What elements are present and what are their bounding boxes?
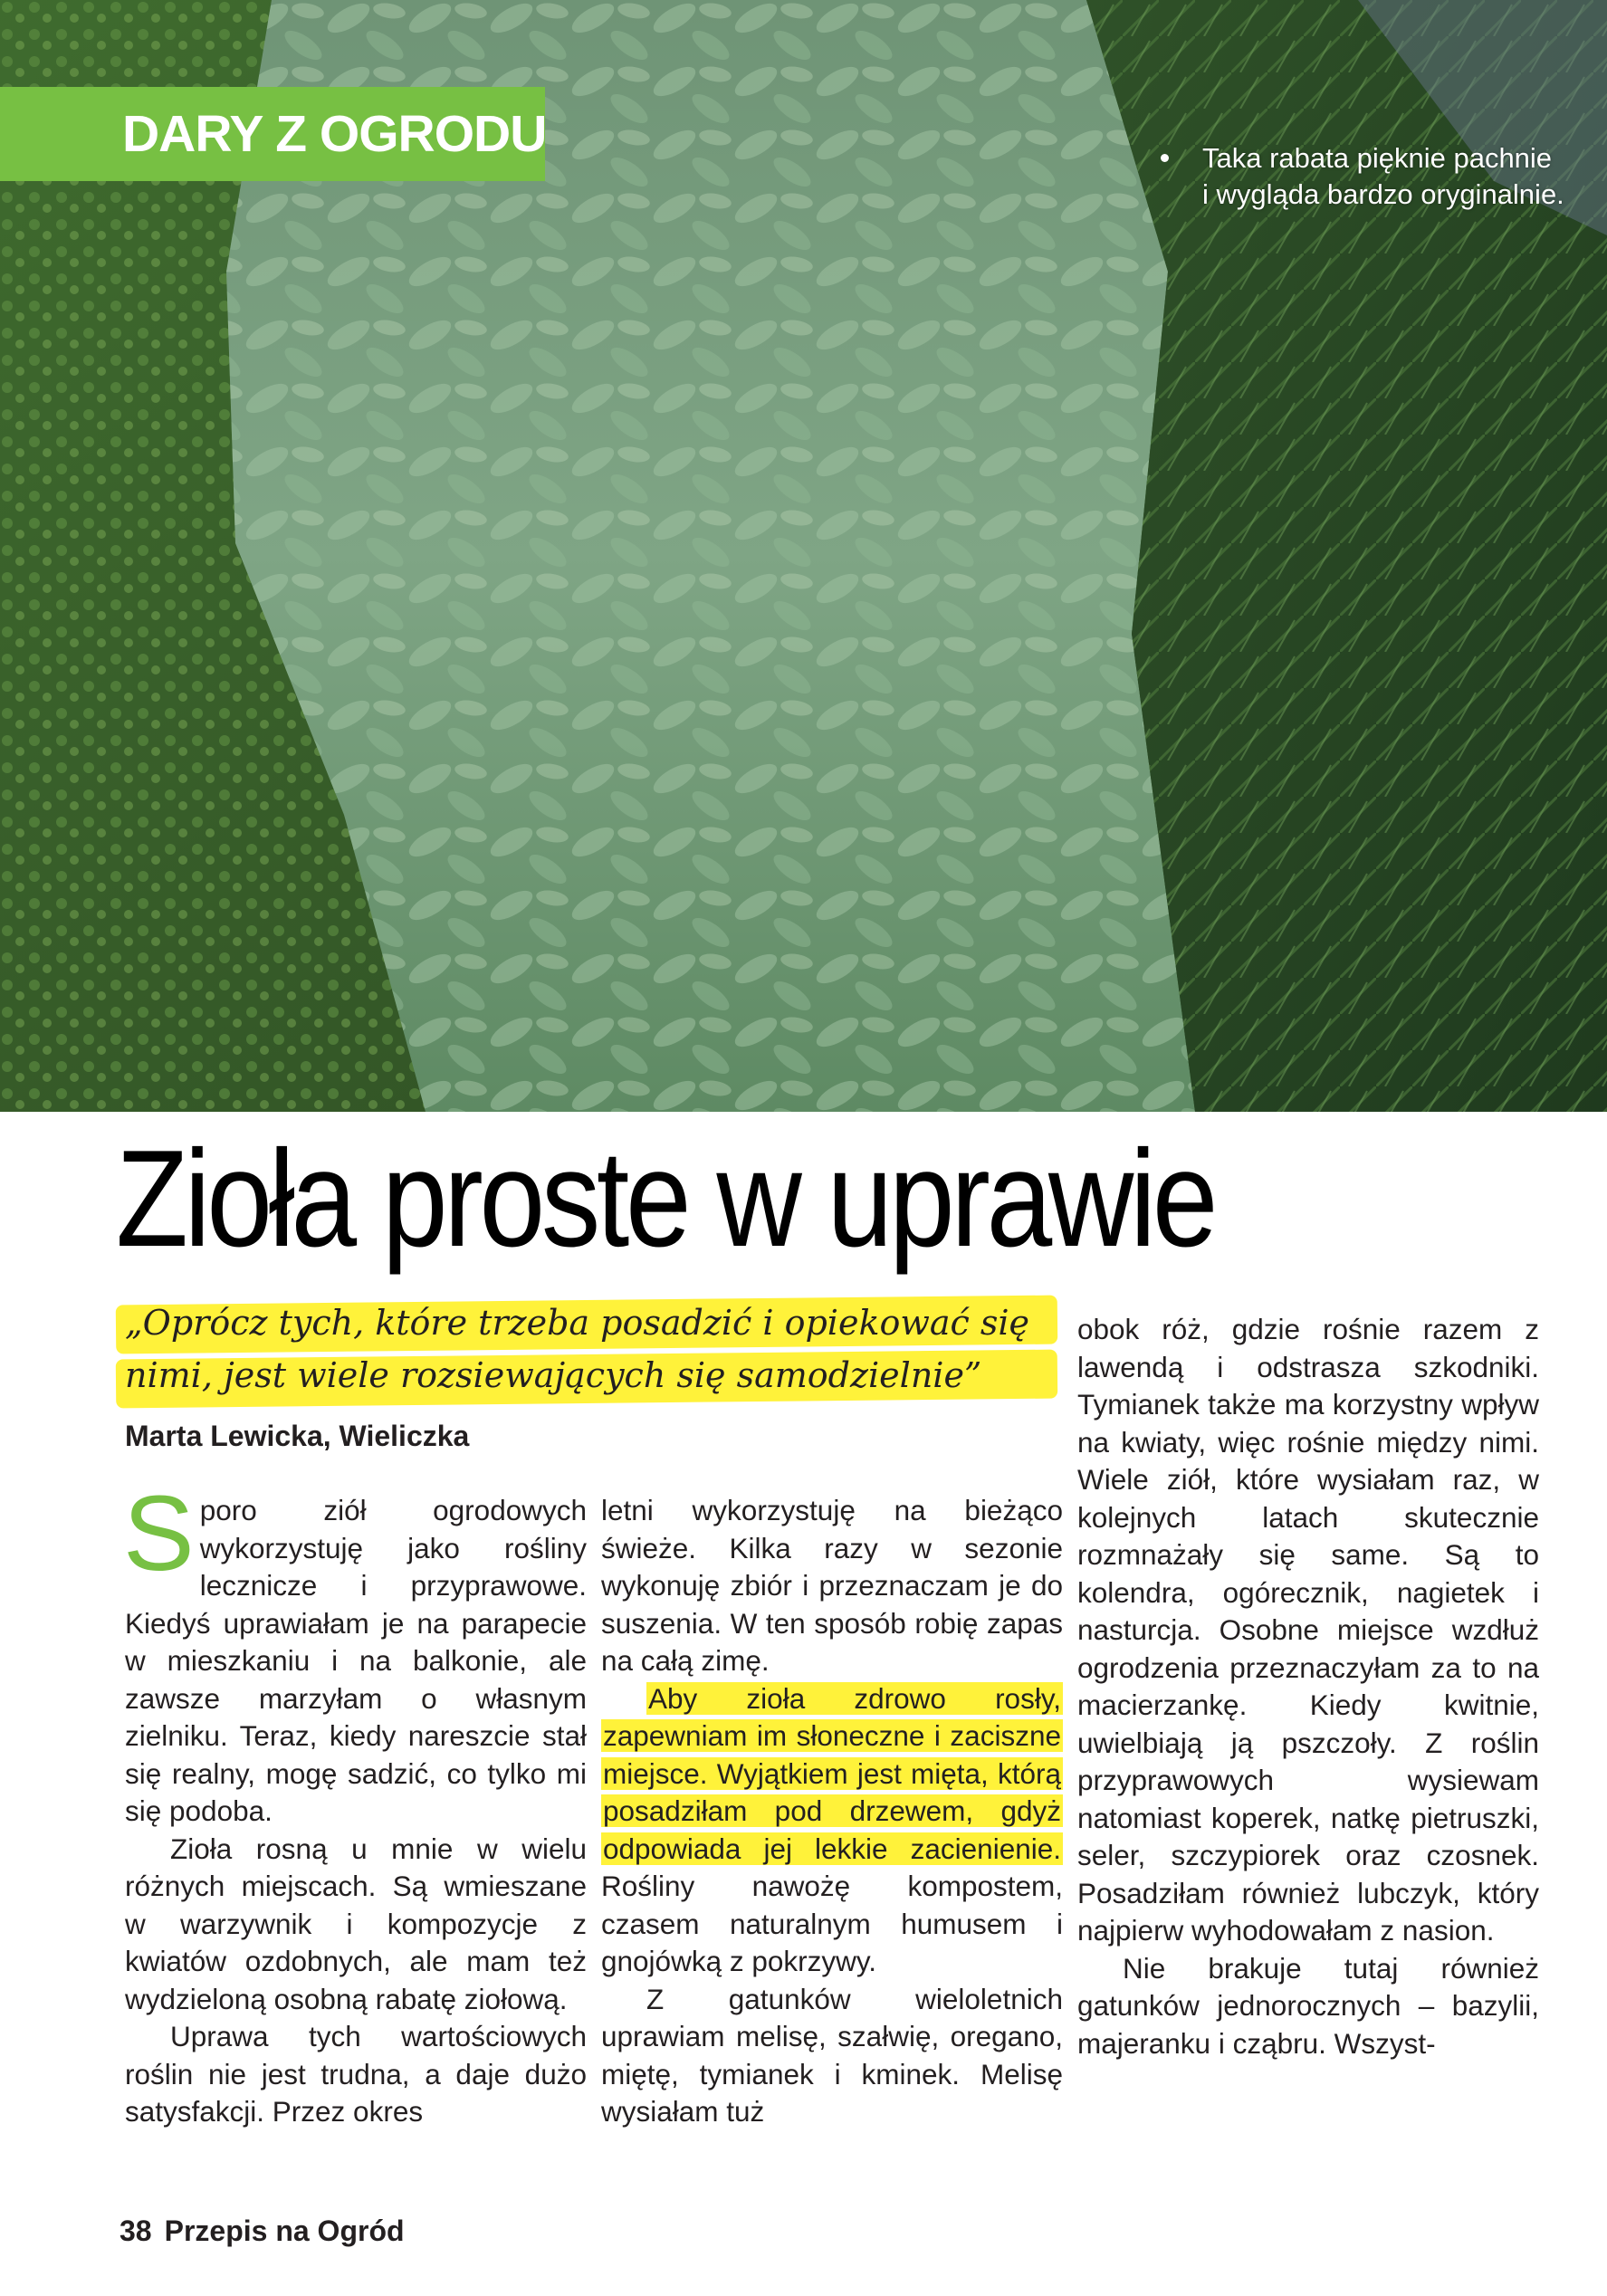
paragraph: Z gatunków wieloletnich uprawiam melisę, szałwię, oregano, miętę, tymianek i kminek. Melisę wysiałam tuż bbox=[601, 1982, 1063, 2128]
article-column-3 bbox=[1077, 1311, 1539, 2062]
magazine-name: Przepis na Ogród bbox=[164, 2215, 405, 2247]
paragraph-text: Rośliny nawożę kompostem, czasem naturalnym humusem i gnojówką z pokrzywy. bbox=[601, 1870, 1063, 1977]
caption-bullet bbox=[1161, 154, 1169, 162]
paragraph: Nie brakuje tutaj również gatunków jednorocznych – bazylii, majeranku i cząbru. Wszyst- bbox=[1077, 1951, 1539, 2060]
photo-caption: Taka rabata pięknie pachnie i wygląda bardzo oryginalnie. bbox=[1202, 142, 1564, 210]
paragraph-text: poro ziół ogrodowych wykorzystuję jako rośliny lecznicze i przyprawowe. Kiedyś uprawiałam je na parapecie w mieszkaniu i na balkonie, ale zawsze marzyłam o własnym zielniku. Teraz, kiedy nareszcie stał się realny, mogę sadzić, co tylko mi się podoba. bbox=[125, 1494, 587, 1827]
page-number: 38 bbox=[120, 2215, 152, 2247]
paragraph: letni wykorzystuję na bieżąco świeże. Kilka razy w sezonie wykonuję zbiór i przeznaczam je do suszenia. W ten sposób robię zapas na całą zimę. bbox=[601, 1494, 1063, 1677]
paragraph: Uprawa tych wartościowych roślin nie jest trudna, a daje dużo satysfakcji. Przez okres bbox=[125, 2020, 587, 2128]
page-footer bbox=[120, 2215, 405, 2248]
section-tag: DARY Z OGRODU bbox=[0, 87, 545, 181]
lead-quote bbox=[125, 1296, 1067, 1402]
highlighted-text: Aby zioła zdrowo rosły, zapewniam im słoneczne i zaciszne miejsce. Wyjątkiem jest mięta, którą posadziłam pod drzewem, gdyż odpowiada jej lekkie zacienienie. bbox=[603, 1681, 1061, 1865]
paragraph: Zioła rosną u mnie w wielu różnych miejscach. Są wmieszane w warzywnik i kompozycje z kwiatów ozdobnych, ale mam też wydzieloną osobną rabatę ziołową. bbox=[125, 1832, 587, 2015]
lead-quote-line-1: „Oprócz tych, które trzeba posadzić i opiekować się bbox=[125, 1303, 1030, 1343]
byline: Marta Lewicka, Wieliczka bbox=[125, 1420, 470, 1452]
lead-quote-line-2: nimi, jest wiele rozsiewających się samodzielnie” bbox=[125, 1355, 982, 1395]
paragraph bbox=[123, 1474, 587, 1831]
drop-cap: S bbox=[123, 1474, 195, 1593]
article-headline: Zioła proste w uprawie bbox=[116, 1122, 1215, 1276]
paragraph: obok róż, gdzie rośnie razem z lawendą i odstrasza szkodniki. Tymianek także ma korzystny wpływ na kwiaty, więc rośnie między nimi. Wiele ziół, które wysiałam raz, w kolejnych latach skutecznie rozmnażały się same. Są to kolendra, ogórecznik, nagietek i nasturcja. Osobne miejsce wzdłuż ogrodzenia przeznaczyłam za to na macierzankę. Kiedy kwitnie, uwielbiają ją pszczoły. Z roślin przyprawowych wysiewam natomiast koperek, natkę pietruszki, seler, szczypiorek oraz czosnek. Posadziłam również lubczyk, który najpierw wyhodowałam z nasion. bbox=[1077, 1313, 1539, 1947]
article-column-1 bbox=[123, 1474, 587, 2131]
article-column-2 bbox=[601, 1492, 1063, 2131]
paragraph bbox=[601, 1680, 1063, 1981]
